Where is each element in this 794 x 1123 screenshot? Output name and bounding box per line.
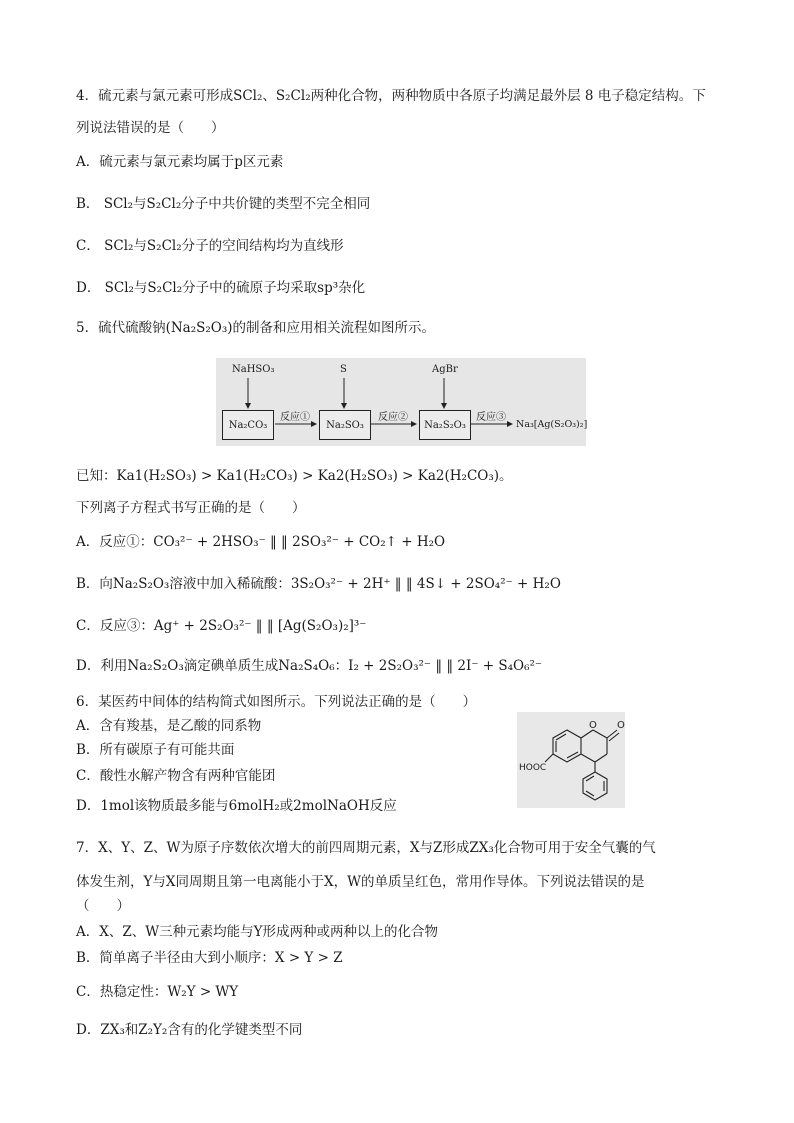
q5-option-d: D．利用Na₂S₂O₃滴定碘单质生成Na₂S₄O₆：I₂ + 2S₂O₃²⁻ ‖ ‖ 2I⁻ + S₄O₆²⁻ [76,658,543,674]
q5-ask: 下列离子方程式书写正确的是（ ） [76,500,306,516]
q6-stem: 6．某医药中间体的结构简式如图所示。下列说法正确的是（ ） [76,694,477,710]
molecule-drawing [517,712,625,808]
q7-option-b: B．简单离子半径由大到小顺序：X > Y > Z [76,950,343,966]
q6-option-c: C．酸性水解产物含有两种官能团 [76,768,276,784]
carbonyl-oxygen-label: O [617,720,625,731]
q6-option-b: B．所有碳原子有可能共面 [76,742,235,758]
reaction-1-label: 反应① [280,412,310,423]
q4-option-a: A．硫元素与氯元素均属于p区元素 [76,154,284,170]
q4-stem-line1: 4．硫元素与氯元素可形成SCl₂、S₂Cl₂两种化合物，两种物质中各原子均满足最外层 8 电子稳定结构。下 [76,88,706,104]
q6-option-d: D．1mol该物质最多能与6molH₂或2molNaOH反应 [76,798,397,814]
reagent-agbr: AgBr [432,364,458,375]
q5-flow-diagram [216,358,586,446]
q6-structure-figure [517,712,625,808]
box-na2co3: Na₂CO₃ [222,410,274,440]
q5-option-a: A．反应①：CO₃²⁻ + 2HSO₃⁻ ‖ ‖ 2SO₃²⁻ + CO₂↑ + H₂O [76,534,446,550]
q4-option-c: C． SCl₂与S₂Cl₂分子的空间结构均为直线形 [76,238,344,254]
q5-stem: 5．硫代硫酸钠(Na₂S₂O₃)的制备和应用相关流程如图所示。 [76,320,436,336]
q7-stem-line1: 7．X、Y、Z、W为原子序数依次增大的前四周期元素，X与Z形成ZX₃化合物可用于安全气囊的气 [76,840,656,856]
reagent-nahso3: NaHSO₃ [232,364,275,375]
q4-option-b: B． SCl₂与S₂Cl₂分子中共价键的类型不完全相同 [76,196,371,212]
q7-option-a: A．X、Z、W三种元素均能与Y形成两种或两种以上的化合物 [76,924,439,940]
q5-option-b: B．向Na₂S₂O₃溶液中加入稀硫酸：3S₂O₃²⁻ + 2H⁺ ‖ ‖ 4S↓ + 2SO₄²⁻ + H₂O [76,576,561,592]
q6-option-a: A．含有羧基，是乙酸的同系物 [76,718,262,734]
q4-option-d: D． SCl₂与S₂Cl₂分子中的硫原子均采取sp³杂化 [76,280,366,296]
reagent-s: S [340,364,347,375]
q7-stem-line3: （ ） [76,898,130,914]
q5-option-c: C．反应③：Ag⁺ + 2S₂O₃²⁻ ‖ ‖ [Ag(S₂O₃)₂]³⁻ [76,618,367,634]
ring-oxygen-label: O [589,720,597,731]
q5-known: 已知：Ka1(H₂SO₃) > Ka1(H₂CO₃) > Ka2(H₂SO₃) > Ka2(H₂CO₃)。 [76,468,513,484]
q7-option-c: C．热稳定性：W₂Y > WY [76,984,239,1000]
reaction-3-label: 反应③ [476,412,506,423]
q4-stem-line2: 列说法错误的是（ ） [76,120,225,136]
box-na2s2o3: Na₂S₂O₃ [419,410,471,440]
box-na2so3: Na₂SO₃ [319,410,371,440]
flow-product: Na₃[Ag(S₂O₃)₂] [516,419,588,430]
reaction-2-label: 反应② [378,412,408,423]
q7-stem-line2: 体发生剂，Y与X同周期且第一电离能小于X，W的单质呈红色，常用作导体。下列说法错误的是 [76,874,645,890]
q7-option-d: D．ZX₃和Z₂Y₂含有的化学键类型不同 [76,1022,303,1038]
cooh-label: HOOC [519,763,547,773]
